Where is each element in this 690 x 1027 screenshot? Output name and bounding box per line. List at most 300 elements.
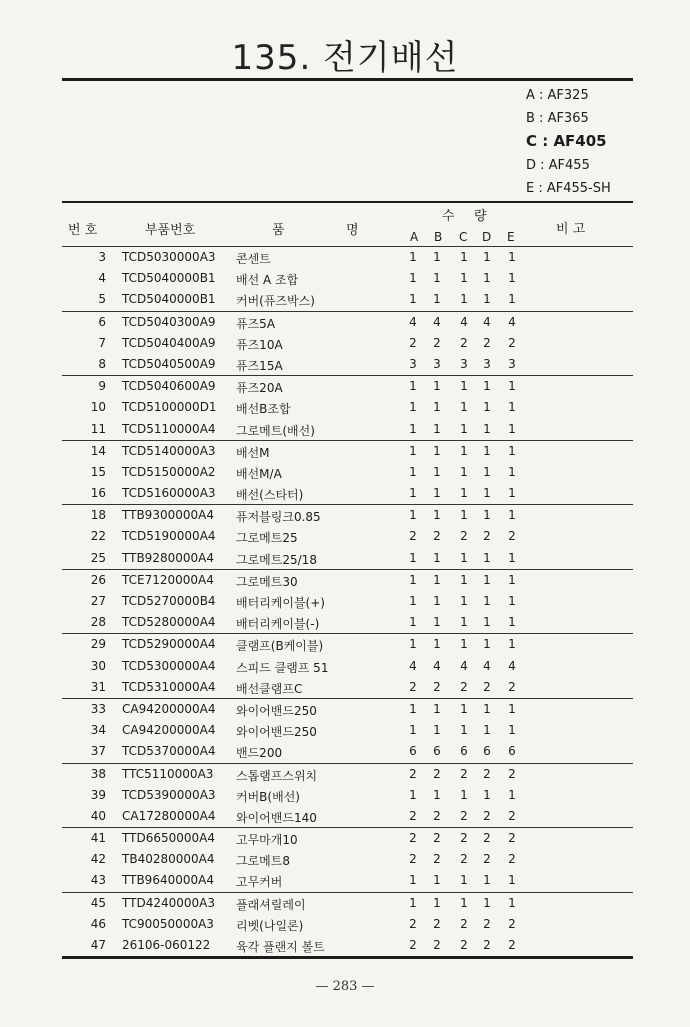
- qty-c: 1: [460, 550, 468, 565]
- qty-a: 1: [409, 292, 417, 307]
- qty-c: 1: [460, 895, 468, 910]
- qty-d: 4: [483, 658, 491, 673]
- qty-d: 1: [483, 594, 491, 608]
- part-name: 그로메트(배선): [236, 423, 315, 438]
- part-name: 배선클램프C: [236, 681, 303, 696]
- item-number: 11: [90, 421, 106, 436]
- part-name: 배선M: [236, 445, 270, 460]
- part-number: TCD5150000A2: [122, 464, 216, 479]
- item-number: 42: [90, 852, 106, 867]
- part-number: CA94200000A4: [122, 701, 216, 716]
- row-group: [62, 828, 633, 893]
- qty-a: 1: [409, 615, 417, 630]
- item-number: 5: [98, 292, 106, 307]
- part-name: 그로메트25/18: [236, 552, 317, 567]
- model-legend: [526, 84, 611, 200]
- qty-c: 1: [460, 292, 468, 307]
- qty-a: 1: [409, 250, 417, 264]
- row-group: [62, 570, 633, 635]
- table-row: [62, 935, 633, 956]
- part-number: TB40280000A4: [122, 852, 215, 867]
- item-number: 26: [90, 572, 106, 587]
- qty-e: 1: [508, 443, 516, 458]
- qty-a: 2: [409, 938, 417, 952]
- item-number: 34: [90, 723, 106, 738]
- qty-a: 1: [409, 895, 417, 910]
- part-number: CA17280000A4: [122, 808, 216, 823]
- qty-e: 2: [508, 766, 516, 781]
- qty-d: 1: [483, 701, 491, 716]
- part-number: TCD5040500A9: [122, 356, 216, 371]
- qty-b: 4: [433, 658, 441, 673]
- qty-b: 1: [433, 443, 441, 458]
- qty-e: 1: [508, 400, 516, 415]
- table-row: [62, 828, 633, 849]
- qty-b: 2: [433, 335, 441, 350]
- part-number: TCD5140000A3: [122, 443, 216, 458]
- part-name: 고무커버: [236, 875, 283, 890]
- qty-b: 1: [433, 271, 441, 286]
- qty-c: 4: [460, 658, 468, 673]
- qty-e: 2: [508, 808, 516, 823]
- qty-b: 1: [433, 615, 441, 630]
- qty-b: 1: [433, 787, 441, 802]
- qty-a: 1: [409, 787, 417, 802]
- item-number: 4: [98, 271, 106, 286]
- qty-c: 2: [460, 335, 468, 350]
- qty-d: 1: [483, 723, 491, 738]
- table-row: [62, 914, 633, 935]
- part-number: TCD5160000A3: [122, 486, 216, 501]
- table-row: [62, 785, 633, 806]
- table-row: [62, 462, 633, 483]
- qty-a: 1: [409, 443, 417, 458]
- qty-d: 3: [483, 356, 491, 371]
- qty-c: 1: [460, 443, 468, 458]
- qty-a: 1: [409, 594, 417, 608]
- qty-a: 3: [409, 356, 417, 371]
- part-name: 퓨즈15A: [236, 358, 283, 373]
- qty-b: 2: [433, 938, 441, 952]
- qty-e: 4: [508, 314, 516, 329]
- row-group: [62, 764, 633, 829]
- part-name: 플래셔릴레이: [236, 897, 306, 912]
- qty-e: 2: [508, 916, 516, 931]
- table-row: [62, 720, 633, 741]
- qty-d: 2: [483, 679, 491, 694]
- qty-e: 1: [508, 787, 516, 802]
- item-number: 10: [90, 400, 106, 415]
- qty-e: 1: [508, 873, 516, 888]
- qty-c: 2: [460, 938, 468, 952]
- qty-d: 1: [483, 250, 491, 264]
- qty-a: 2: [409, 529, 417, 544]
- qty-d: 1: [483, 615, 491, 630]
- header-name-2: 명: [346, 223, 359, 238]
- item-number: 22: [90, 529, 106, 544]
- header-remark: 비 고: [556, 222, 586, 237]
- item-number: 47: [90, 938, 106, 952]
- table-row: [62, 397, 633, 418]
- table-row: [62, 289, 633, 310]
- qty-e: 1: [508, 615, 516, 630]
- qty-c: 6: [460, 744, 468, 759]
- qty-d: 2: [483, 852, 491, 867]
- part-name: 그로메트30: [236, 574, 298, 589]
- table-row: [62, 699, 633, 720]
- qty-e: 6: [508, 744, 516, 759]
- item-number: 28: [90, 615, 106, 630]
- qty-a: 2: [409, 808, 417, 823]
- part-name: 배터리케이블(+): [236, 596, 325, 610]
- qty-c: 1: [460, 701, 468, 716]
- part-number: TCD5270000B4: [122, 594, 216, 608]
- qty-d: 1: [483, 895, 491, 910]
- qty-c: 2: [460, 679, 468, 694]
- header-qty-2: 량: [474, 209, 487, 224]
- qty-c: 1: [460, 379, 468, 394]
- part-number: TCD5040000B1: [122, 292, 216, 307]
- qty-b: 1: [433, 250, 441, 264]
- qty-a: 1: [409, 572, 417, 587]
- part-name: 배터리케이블(-): [236, 617, 320, 632]
- item-number: 45: [90, 895, 106, 910]
- qty-c: 1: [460, 400, 468, 415]
- qty-e: 1: [508, 292, 516, 307]
- row-group: [62, 893, 633, 960]
- part-name: 클램프(B케이블): [236, 639, 324, 654]
- qty-c: 1: [460, 723, 468, 738]
- qty-e: 1: [508, 421, 516, 436]
- part-name: 배선M/A: [236, 466, 282, 481]
- part-name: 리벳(나일론): [236, 918, 304, 933]
- qty-c: 2: [460, 766, 468, 781]
- table-row: [62, 268, 633, 289]
- part-number: TTC5110000A3: [122, 766, 214, 781]
- qty-d: 1: [483, 572, 491, 587]
- item-number: 6: [98, 314, 106, 329]
- qty-c: 1: [460, 464, 468, 479]
- part-name: 와이어밴드250: [236, 703, 317, 718]
- qty-d: 1: [483, 464, 491, 479]
- item-number: 15: [90, 464, 106, 479]
- part-name: 그로메트25: [236, 531, 298, 546]
- item-number: 31: [90, 679, 106, 694]
- qty-b: 1: [433, 486, 441, 501]
- row-group: [62, 699, 633, 764]
- qty-a: 1: [409, 637, 417, 652]
- qty-e: 1: [508, 723, 516, 738]
- qty-d: 1: [483, 637, 491, 652]
- qty-b: 1: [433, 873, 441, 888]
- qty-e: 1: [508, 895, 516, 910]
- header-name-1: 품: [272, 223, 285, 238]
- qty-e: 2: [508, 852, 516, 867]
- table-row: [62, 419, 633, 440]
- qty-e: 1: [508, 701, 516, 716]
- part-name: 스톱램프스위치: [236, 768, 318, 783]
- qty-b: 2: [433, 808, 441, 823]
- table-row: [62, 677, 633, 698]
- qty-d: 1: [483, 443, 491, 458]
- qty-a: 2: [409, 679, 417, 694]
- qty-d: 6: [483, 744, 491, 759]
- header-qty-d: D: [482, 230, 492, 244]
- part-number: TCD5310000A4: [122, 679, 216, 694]
- table-row: [62, 634, 633, 655]
- header-qty-1: 수: [442, 209, 455, 224]
- table-row: [62, 591, 633, 612]
- qty-a: 2: [409, 335, 417, 350]
- part-name: 배선(스타터): [236, 488, 304, 503]
- qty-b: 2: [433, 679, 441, 694]
- header-qty-c: C: [459, 230, 468, 244]
- row-group: [62, 441, 633, 506]
- table-row: [62, 849, 633, 870]
- qty-c: 1: [460, 637, 468, 652]
- qty-c: 2: [460, 831, 468, 846]
- qty-d: 1: [483, 292, 491, 307]
- part-number: 26106-060122: [122, 938, 211, 952]
- part-name: 스피드 클램프 51: [236, 660, 329, 675]
- item-number: 30: [90, 658, 106, 673]
- qty-e: 1: [508, 486, 516, 501]
- qty-a: 1: [409, 550, 417, 565]
- qty-a: 4: [409, 658, 417, 673]
- item-number: 46: [90, 916, 106, 931]
- qty-e: 2: [508, 529, 516, 544]
- qty-d: 1: [483, 787, 491, 802]
- qty-a: 6: [409, 744, 417, 759]
- qty-e: 4: [508, 658, 516, 673]
- row-group: [62, 247, 633, 312]
- qty-b: 2: [433, 766, 441, 781]
- qty-b: 2: [433, 529, 441, 544]
- qty-e: 2: [508, 335, 516, 350]
- qty-b: 1: [433, 550, 441, 565]
- part-name: 육각 플랜지 볼트: [236, 940, 325, 954]
- table-row: [62, 526, 633, 547]
- header-qty-a: A: [410, 230, 419, 244]
- part-number: TTD4240000A3: [122, 895, 215, 910]
- qty-a: 2: [409, 766, 417, 781]
- qty-c: 3: [460, 356, 468, 371]
- qty-b: 1: [433, 292, 441, 307]
- qty-b: 1: [433, 701, 441, 716]
- qty-b: 1: [433, 379, 441, 394]
- qty-b: 2: [433, 831, 441, 846]
- table-row: [62, 612, 633, 633]
- qty-c: 2: [460, 808, 468, 823]
- qty-e: 1: [508, 550, 516, 565]
- qty-c: 1: [460, 486, 468, 501]
- table-row: [62, 505, 633, 526]
- qty-c: 2: [460, 852, 468, 867]
- qty-e: 2: [508, 831, 516, 846]
- qty-a: 1: [409, 701, 417, 716]
- qty-e: 1: [508, 250, 516, 264]
- qty-b: 1: [433, 594, 441, 608]
- table-row: [62, 806, 633, 827]
- item-number: 9: [98, 379, 106, 394]
- item-number: 18: [90, 508, 106, 523]
- qty-b: 1: [433, 400, 441, 415]
- part-name: 고무마개10: [236, 833, 298, 848]
- qty-a: 1: [409, 723, 417, 738]
- model-legend-d: D : AF455: [526, 157, 590, 173]
- part-number: TCD5370000A4: [122, 744, 216, 759]
- qty-b: 2: [433, 916, 441, 931]
- table-row: [62, 441, 633, 462]
- qty-b: 1: [433, 464, 441, 479]
- page-title: 135. 전기배선: [231, 38, 459, 78]
- header-qty-e: E: [507, 230, 515, 244]
- qty-c: 2: [460, 529, 468, 544]
- model-legend-c: C : AF405: [526, 132, 607, 151]
- part-name: 배선B조합: [236, 402, 291, 417]
- qty-c: 1: [460, 271, 468, 286]
- part-number: TC90050000A3: [122, 916, 214, 931]
- item-number: 14: [90, 443, 106, 458]
- item-number: 29: [90, 637, 106, 652]
- header-qty-b: B: [434, 230, 443, 244]
- part-number: TCE7120000A4: [122, 572, 214, 587]
- qty-d: 2: [483, 808, 491, 823]
- qty-b: 2: [433, 852, 441, 867]
- part-name: 콘센트: [236, 252, 271, 266]
- qty-c: 1: [460, 787, 468, 802]
- qty-d: 2: [483, 938, 491, 952]
- qty-c: 1: [460, 421, 468, 436]
- item-number: 3: [98, 250, 106, 264]
- part-number: TCD5290000A4: [122, 637, 216, 652]
- part-number: TCD5390000A3: [122, 787, 216, 802]
- qty-d: 4: [483, 314, 491, 329]
- qty-e: 1: [508, 572, 516, 587]
- header-part-no: 부품번호: [145, 223, 196, 238]
- table-row: [62, 893, 633, 914]
- row-group: [62, 376, 633, 441]
- part-number: TCD5040400A9: [122, 335, 216, 350]
- qty-b: 1: [433, 572, 441, 587]
- part-number: TTB9280000A4: [122, 550, 214, 565]
- qty-a: 1: [409, 421, 417, 436]
- table-row: [62, 376, 633, 397]
- qty-e: 1: [508, 594, 516, 608]
- table-row: [62, 656, 633, 677]
- item-number: 33: [90, 701, 106, 716]
- table-row: [62, 548, 633, 569]
- qty-b: 1: [433, 895, 441, 910]
- qty-b: 4: [433, 314, 441, 329]
- qty-c: 1: [460, 572, 468, 587]
- model-legend-b: B : AF365: [526, 111, 589, 127]
- item-number: 16: [90, 486, 106, 501]
- part-number: CA94200000A4: [122, 723, 216, 738]
- part-number: TTD6650000A4: [122, 831, 215, 846]
- parts-table: [62, 247, 633, 959]
- qty-c: 1: [460, 873, 468, 888]
- part-name: 와이어밴드140: [236, 810, 317, 825]
- table-row: [62, 483, 633, 504]
- qty-d: 1: [483, 873, 491, 888]
- qty-e: 1: [508, 637, 516, 652]
- header-no: 번 호: [68, 223, 98, 238]
- part-number: TCD5190000A4: [122, 529, 216, 544]
- qty-c: 1: [460, 594, 468, 608]
- qty-c: 2: [460, 916, 468, 931]
- qty-e: 1: [508, 271, 516, 286]
- qty-b: 1: [433, 421, 441, 436]
- item-number: 39: [90, 787, 106, 802]
- part-name: 와이어밴드250: [236, 725, 317, 740]
- top-rule: [62, 78, 633, 81]
- qty-b: 3: [433, 356, 441, 371]
- qty-d: 2: [483, 916, 491, 931]
- row-group: [62, 634, 633, 699]
- qty-d: 1: [483, 508, 491, 523]
- qty-d: 1: [483, 550, 491, 565]
- part-number: TTB9300000A4: [122, 508, 214, 523]
- qty-e: 1: [508, 508, 516, 523]
- qty-c: 1: [460, 615, 468, 630]
- qty-b: 6: [433, 744, 441, 759]
- table-row: [62, 333, 633, 354]
- part-number: TCD5280000A4: [122, 615, 216, 630]
- qty-a: 2: [409, 831, 417, 846]
- table-row: [62, 570, 633, 591]
- qty-a: 4: [409, 314, 417, 329]
- qty-d: 2: [483, 335, 491, 350]
- item-number: 40: [90, 808, 106, 823]
- qty-e: 1: [508, 379, 516, 394]
- item-number: 7: [98, 335, 106, 350]
- part-name: 퓨즈5A: [236, 316, 276, 331]
- item-number: 43: [90, 873, 106, 888]
- model-legend-a: A : AF325: [526, 88, 589, 103]
- table-row: [62, 764, 633, 785]
- part-name: 배선 A 조합: [236, 273, 299, 288]
- part-number: TCD5040000B1: [122, 271, 216, 286]
- part-name: 퓨즈10A: [236, 337, 283, 352]
- qty-e: 3: [508, 356, 516, 371]
- qty-c: 1: [460, 250, 468, 264]
- qty-c: 4: [460, 314, 468, 329]
- table-row: [62, 354, 633, 375]
- qty-d: 1: [483, 486, 491, 501]
- header-top-rule: [62, 201, 633, 203]
- part-number: TCD5100000D1: [122, 400, 217, 415]
- qty-a: 1: [409, 464, 417, 479]
- qty-e: 1: [508, 464, 516, 479]
- qty-a: 2: [409, 916, 417, 931]
- qty-a: 1: [409, 271, 417, 286]
- qty-a: 2: [409, 852, 417, 867]
- qty-d: 1: [483, 421, 491, 436]
- qty-a: 1: [409, 873, 417, 888]
- qty-d: 1: [483, 271, 491, 286]
- qty-e: 2: [508, 679, 516, 694]
- item-number: 38: [90, 766, 106, 781]
- item-number: 25: [90, 550, 106, 565]
- part-name: 퓨저블링크0.85: [236, 510, 321, 525]
- qty-b: 1: [433, 637, 441, 652]
- qty-d: 1: [483, 400, 491, 415]
- item-number: 37: [90, 744, 106, 759]
- qty-b: 1: [433, 723, 441, 738]
- qty-a: 1: [409, 379, 417, 394]
- qty-a: 1: [409, 486, 417, 501]
